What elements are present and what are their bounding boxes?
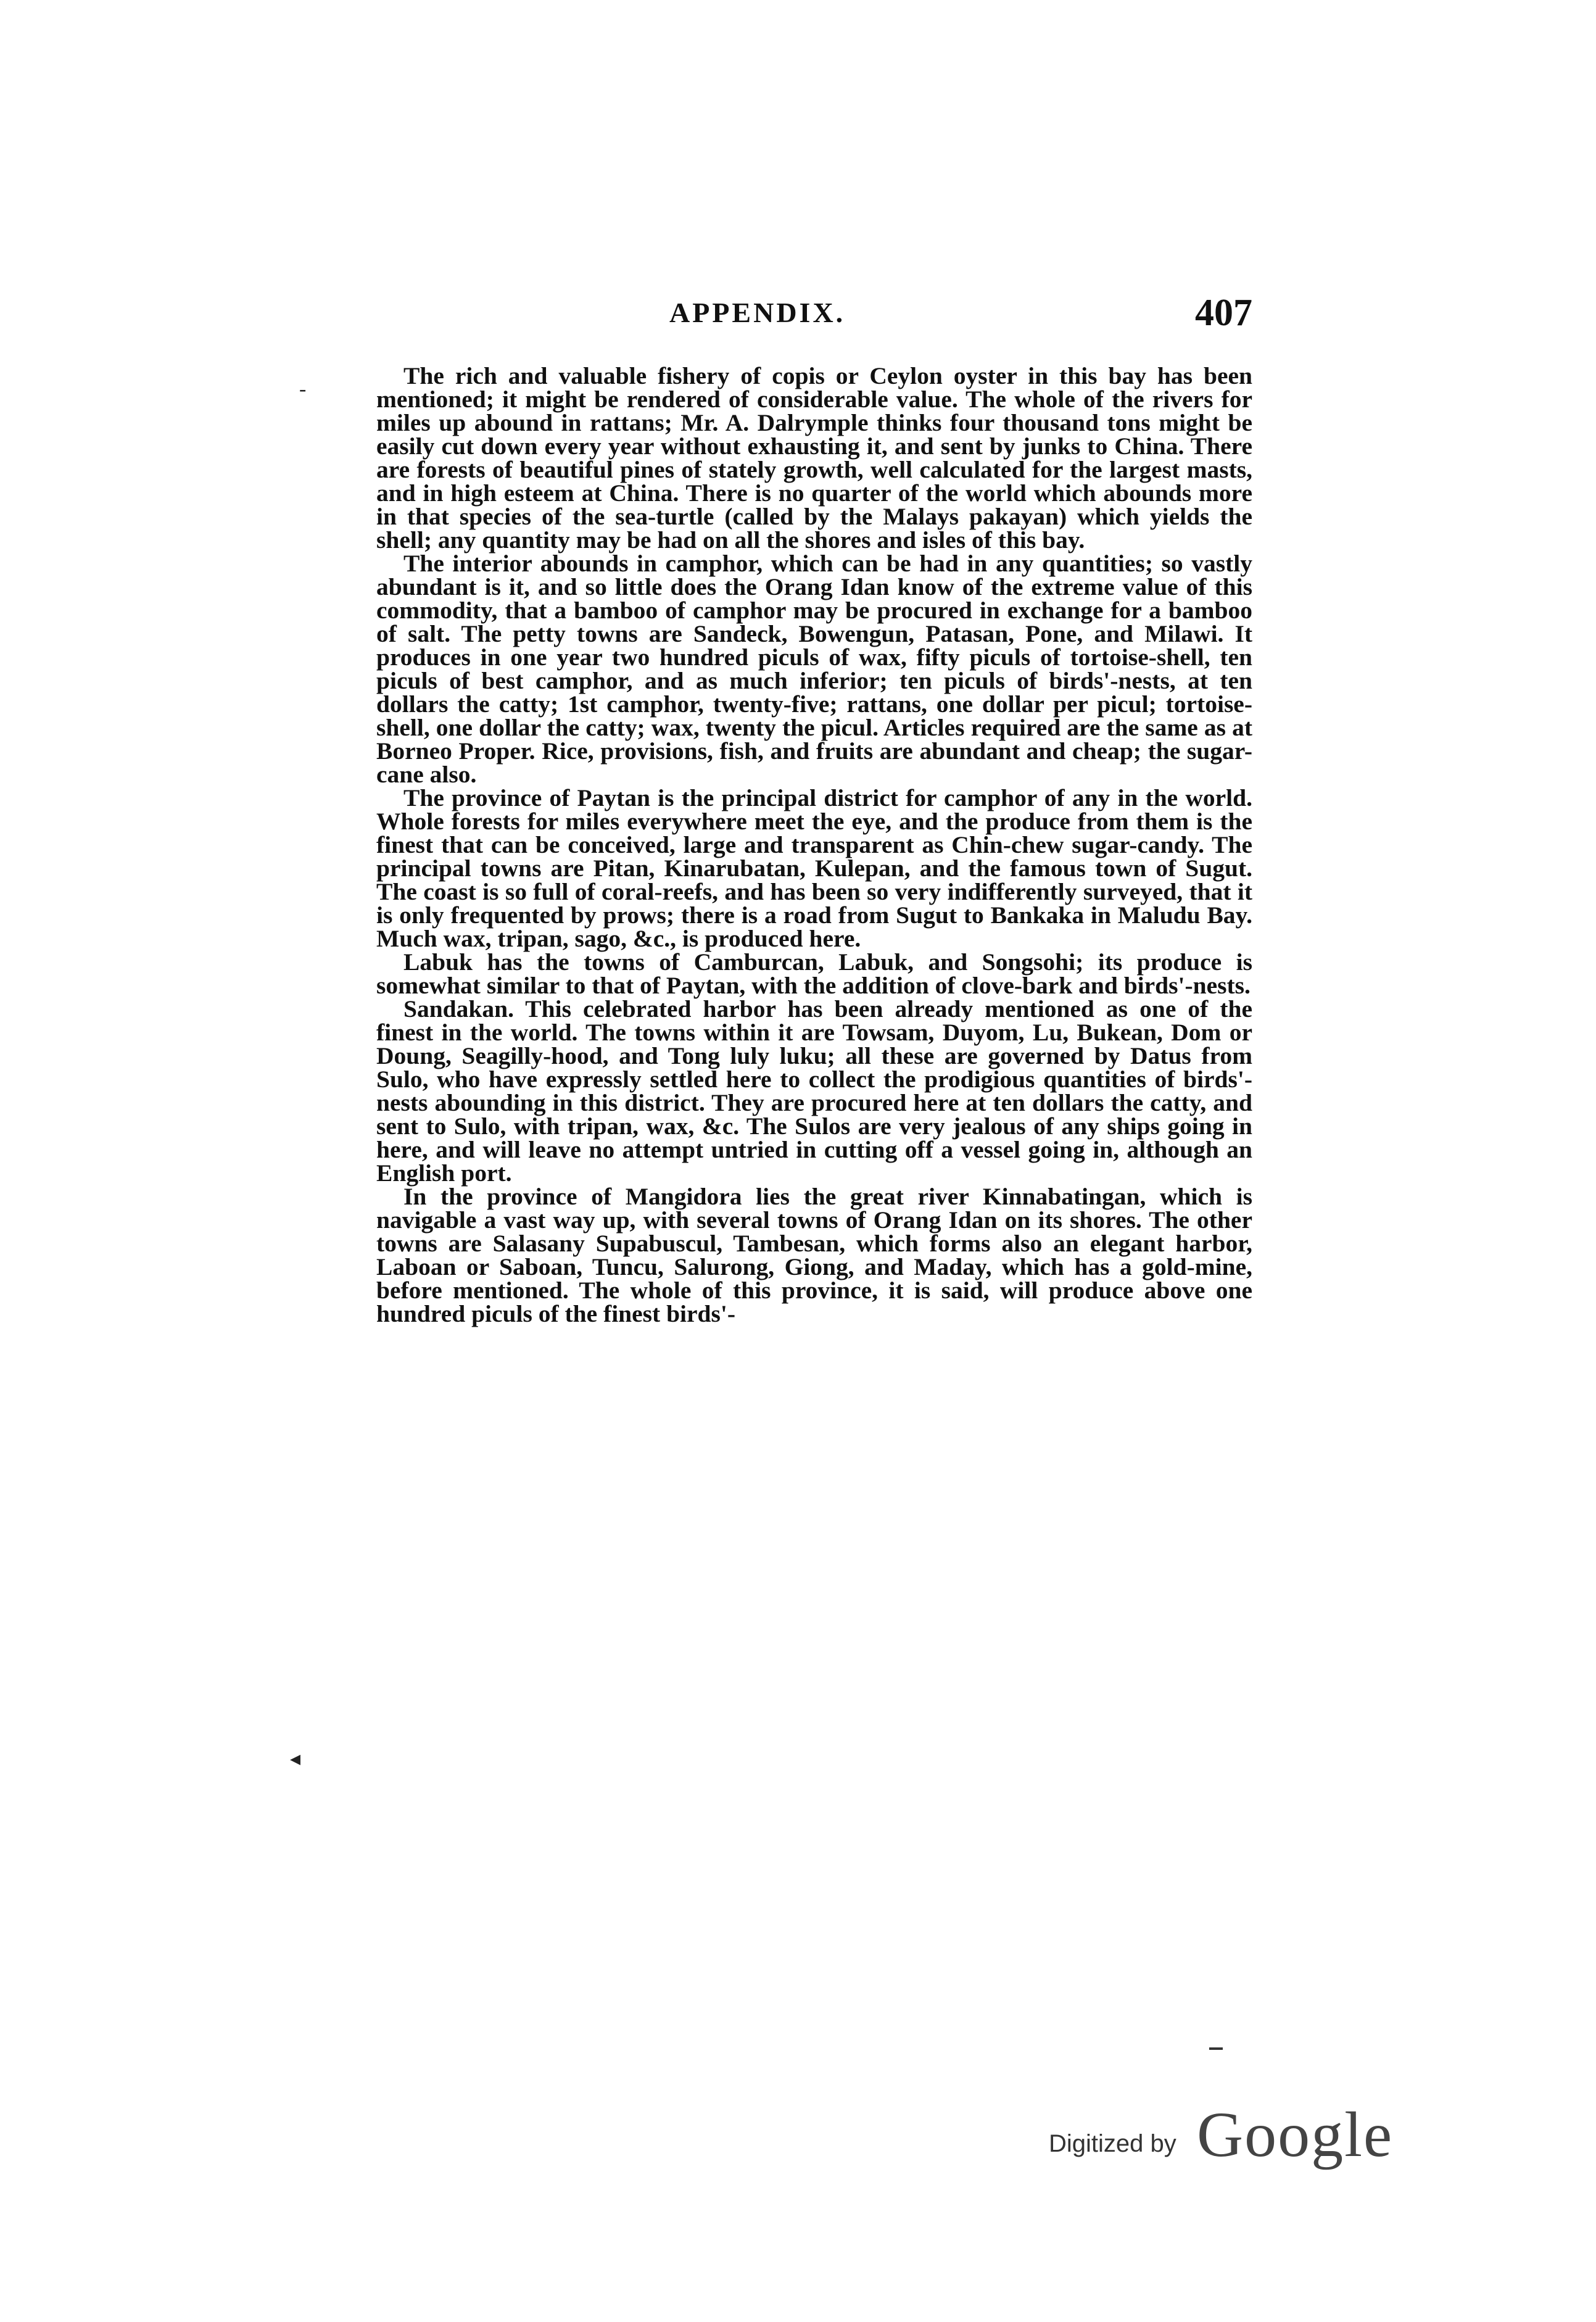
paragraph-labuk: Labuk has the towns of Camburcan, Labuk, and Songsohi; its produce is somewhat similar to that of Paytan, with the addition of clove-bark and birds'-nests. (376, 948, 1252, 999)
paragraph-paytan: The province of Paytan is the principal district for camphor of any in the world. Whole forests for miles everywhere meet the eye, and the produce from them is the finest that can be conceived, large and transparent as Chin-chew sugar-candy. The principal towns are Pitan, Kinarubatan, Kulepan, and the famous town of Sugut. The coast is so full of coral-reefs, and has been so very indifferently surveyed, that it is only frequented by prows; there is a road from Sugut to Bankaka in Maludu Bay. Much wax, tripan, sago, &c., is produced here. (376, 784, 1252, 952)
paragraph-mangidora: In the province of Mangidora lies the great river Kinnabatingan, which is navigable a vast way up, with several towns of Orang Idan on its shores. The other towns are Salasany Supabuscul, Tambesan, which forms also an elegant harbor, Laboan or Saboan, Tuncu, Salurong, Giong, and Maday, which has a gold-mine, before mentioned. The whole of this province, it is said, will produce above one hundred piculs of the finest birds'- (376, 1183, 1252, 1327)
scan-dash-mark (1209, 2047, 1223, 2050)
digitized-label: Digitized by (1049, 2130, 1176, 2157)
page-number: 407 (1195, 292, 1252, 334)
running-title: APPENDIX. (669, 297, 846, 328)
margin-dash-mark: - (299, 378, 307, 400)
margin-arrow-mark: ◂ (290, 1748, 301, 1770)
digitized-watermark (1049, 2098, 1394, 2172)
paragraph-fishery: The rich and valuable fishery of copis or Ceylon oyster in this bay has been mentioned; it might be rendered of considerable value. The whole of the rivers for miles up abound in rattans; Mr. A. Dalrymple thinks four thousand tons might be easily cut down every year without exhausting it, and sent by junks to China. There are forests of beautiful pines of stately growth, well calculated for the largest masts, and in high esteem at China. There is no quarter of the world which abounds more in that species of the sea-turtle (called by the Malays pakayan) which yields the shell; any quantity may be had on all the shores and isles of this bay. (376, 364, 1252, 554)
google-logo: Google (1197, 2099, 1394, 2170)
body-text (376, 364, 1252, 1672)
paragraph-camphor: The interior abounds in camphor, which can be had in any quantities; so vastly abundant is it, and so little does the Orang Idan know of the extreme value of this commodity, that a bamboo of camphor may be procured in exchange for a bamboo of salt. The petty towns are Sandeck, Bowengun, Patasan, Pone, and Milawi. It produces in one year two hundred piculs of wax, fifty piculs of tortoise-shell, ten piculs of best camphor, and as much inferior; ten piculs of birds'-nests, at ten dollars the catty; 1st camphor, twenty-five; rattans, one dollar per picul; tortoise-shell, one dollar the catty; wax, twenty the picul. Articles required are the same as at Borneo Proper. Rice, provisions, fish, and fruits are abundant and cheap; the sugar-cane also. (376, 550, 1252, 788)
paragraph-sandakan: Sandakan. This celebrated harbor has been already mentioned as one of the finest in the world. The towns within it are Towsam, Duyom, Lu, Bukean, Dom or Doung, Seagilly-hood, and Tong luly luku; all these are governed by Datus from Sulo, who have expressly settled here to collect the prodigious quantities of birds'-nests abounding in this district. They are procured here at ten dollars the catty, and sent to Sulo, with tripan, wax, &c. The Sulos are very jealous of any ships going in here, and will leave no attempt untried in cutting off a vessel going in, although an English port. (376, 995, 1252, 1187)
running-head (376, 292, 1252, 339)
